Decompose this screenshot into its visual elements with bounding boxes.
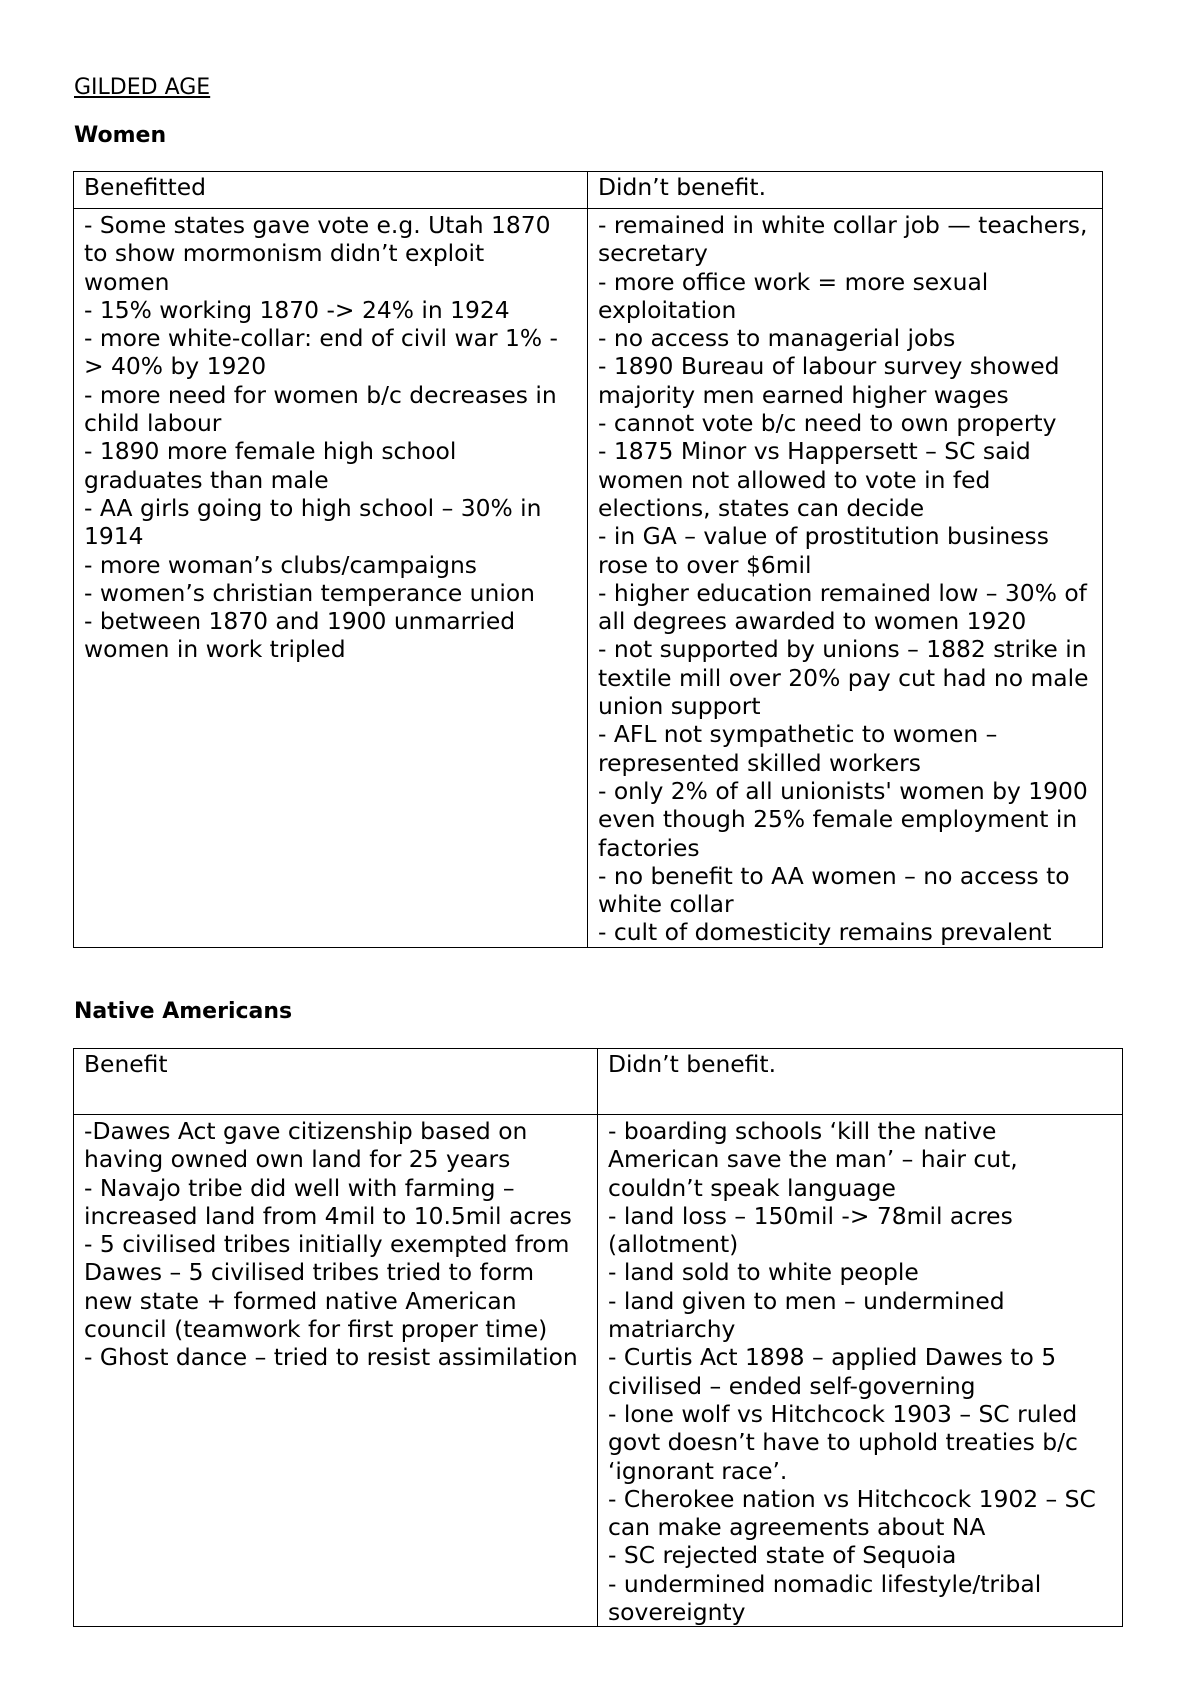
- women-benefitted-header: Benefitted: [74, 172, 588, 209]
- list-item: - cult of domesticity remains prevalent: [598, 918, 1052, 947]
- list-item: - more need for women b/c decreases in child labour: [84, 380, 557, 438]
- list-item: - 1890 more female high school graduates than male: [84, 437, 457, 494]
- list-item: - women’s christian temperance union: [84, 578, 535, 607]
- list-item: - land given to men – undermined matriarchy: [608, 1286, 1005, 1344]
- list-item: - boarding schools ‘kill the native American save the man’ – hair cut, couldn’t speak language: [608, 1117, 1018, 1202]
- document-title: GILDED AGE: [74, 75, 211, 100]
- list-item: - AFL not sympathetic to women – represented skilled workers: [598, 720, 998, 777]
- list-item: - no access to managerial jobs: [598, 324, 956, 353]
- list-item: - Navajo tribe did well with farming – increased land from 4mil to 10.5mil acres: [84, 1173, 572, 1230]
- list-item: - between 1870 and 1900 unmarried women in work tripled: [84, 607, 516, 664]
- list-item: - AA girls going to high school – 30% in 1914: [84, 493, 542, 551]
- women-table-header-row: [74, 172, 1103, 209]
- list-item: -Dawes Act gave citizenship based on having owned own land for 25 years: [84, 1117, 528, 1174]
- women-heading: Women: [74, 123, 167, 148]
- native-not-benefitted-header: Didn’t benefit.: [598, 1049, 1123, 1115]
- list-item: - lone wolf vs Hitchcock 1903 – SC ruled govt doesn’t have to uphold treaties b/c ‘ignorant race’.: [608, 1399, 1078, 1485]
- native-not-benefitted-list: [598, 1115, 1123, 1627]
- women-table-body-row: [74, 209, 1103, 948]
- list-item: - land loss – 150mil -> 78mil acres (allotment): [608, 1201, 1013, 1259]
- list-item: - undermined nomadic lifestyle/tribal sovereignty: [608, 1569, 1042, 1627]
- list-item: - more woman’s clubs/campaigns: [84, 550, 477, 579]
- list-item: - more office work = more sexual exploitation: [598, 267, 989, 324]
- native-table-body-row: [74, 1115, 1123, 1627]
- women-not-benefitted-header: Didn’t benefit.: [588, 172, 1103, 209]
- list-item: - higher education remained low – 30% of all degrees awarded to women 1920: [598, 578, 1087, 636]
- list-item: - remained in white collar job — teachers, secretary: [598, 211, 1088, 268]
- list-item: - only 2% of all unionists' women by 1900 even though 25% female employment in factories: [598, 776, 1088, 862]
- native-benefit-header: Benefit: [74, 1049, 598, 1115]
- list-item: - 5 civilised tribes initially exempted from Dawes – 5 civilised tribes tried to form new state + formed native American council (teamwork for first proper time): [84, 1230, 570, 1344]
- list-item: - SC rejected state of Sequoia: [608, 1541, 957, 1570]
- women-table: [73, 171, 1103, 948]
- list-item: - in GA – value of prostitution business rose to over $6mil: [598, 522, 1049, 579]
- list-item: - Ghost dance – tried to resist assimilation: [84, 1343, 578, 1372]
- list-item: - cannot vote b/c need to own property: [598, 409, 1057, 438]
- native-americans-table: [73, 1048, 1123, 1627]
- list-item: - Cherokee nation vs Hitchcock 1902 – SC can make agreements about NA: [608, 1484, 1096, 1542]
- list-item: - not supported by unions – 1882 strike in textile mill over 20% pay cut had no male union support: [598, 635, 1089, 721]
- list-item: - Some states gave vote e.g. Utah 1870 to show mormonism didn’t exploit women: [84, 211, 551, 296]
- native-benefit-list: [74, 1115, 598, 1627]
- women-not-benefitted-list: [588, 209, 1103, 948]
- list-item: - Curtis Act 1898 – applied Dawes to 5 civilised – ended self-governing: [608, 1343, 1057, 1400]
- list-item: - 1875 Minor vs Happersett – SC said women not allowed to vote in fed elections, states can decide: [598, 437, 1031, 522]
- women-benefitted-list: [74, 209, 588, 948]
- list-item: - land sold to white people: [608, 1258, 919, 1287]
- native-table-header-row: [74, 1049, 1123, 1115]
- list-item: - more white-collar: end of civil war 1% -> 40% by 1920: [84, 324, 558, 381]
- list-item: - 1890 Bureau of labour survey showed majority men earned higher wages: [598, 352, 1060, 409]
- list-item: - 15% working 1870 -> 24% in 1924: [84, 295, 510, 324]
- native-americans-heading: Native Americans: [74, 999, 293, 1024]
- list-item: - no benefit to AA women – no access to white collar: [598, 861, 1070, 919]
